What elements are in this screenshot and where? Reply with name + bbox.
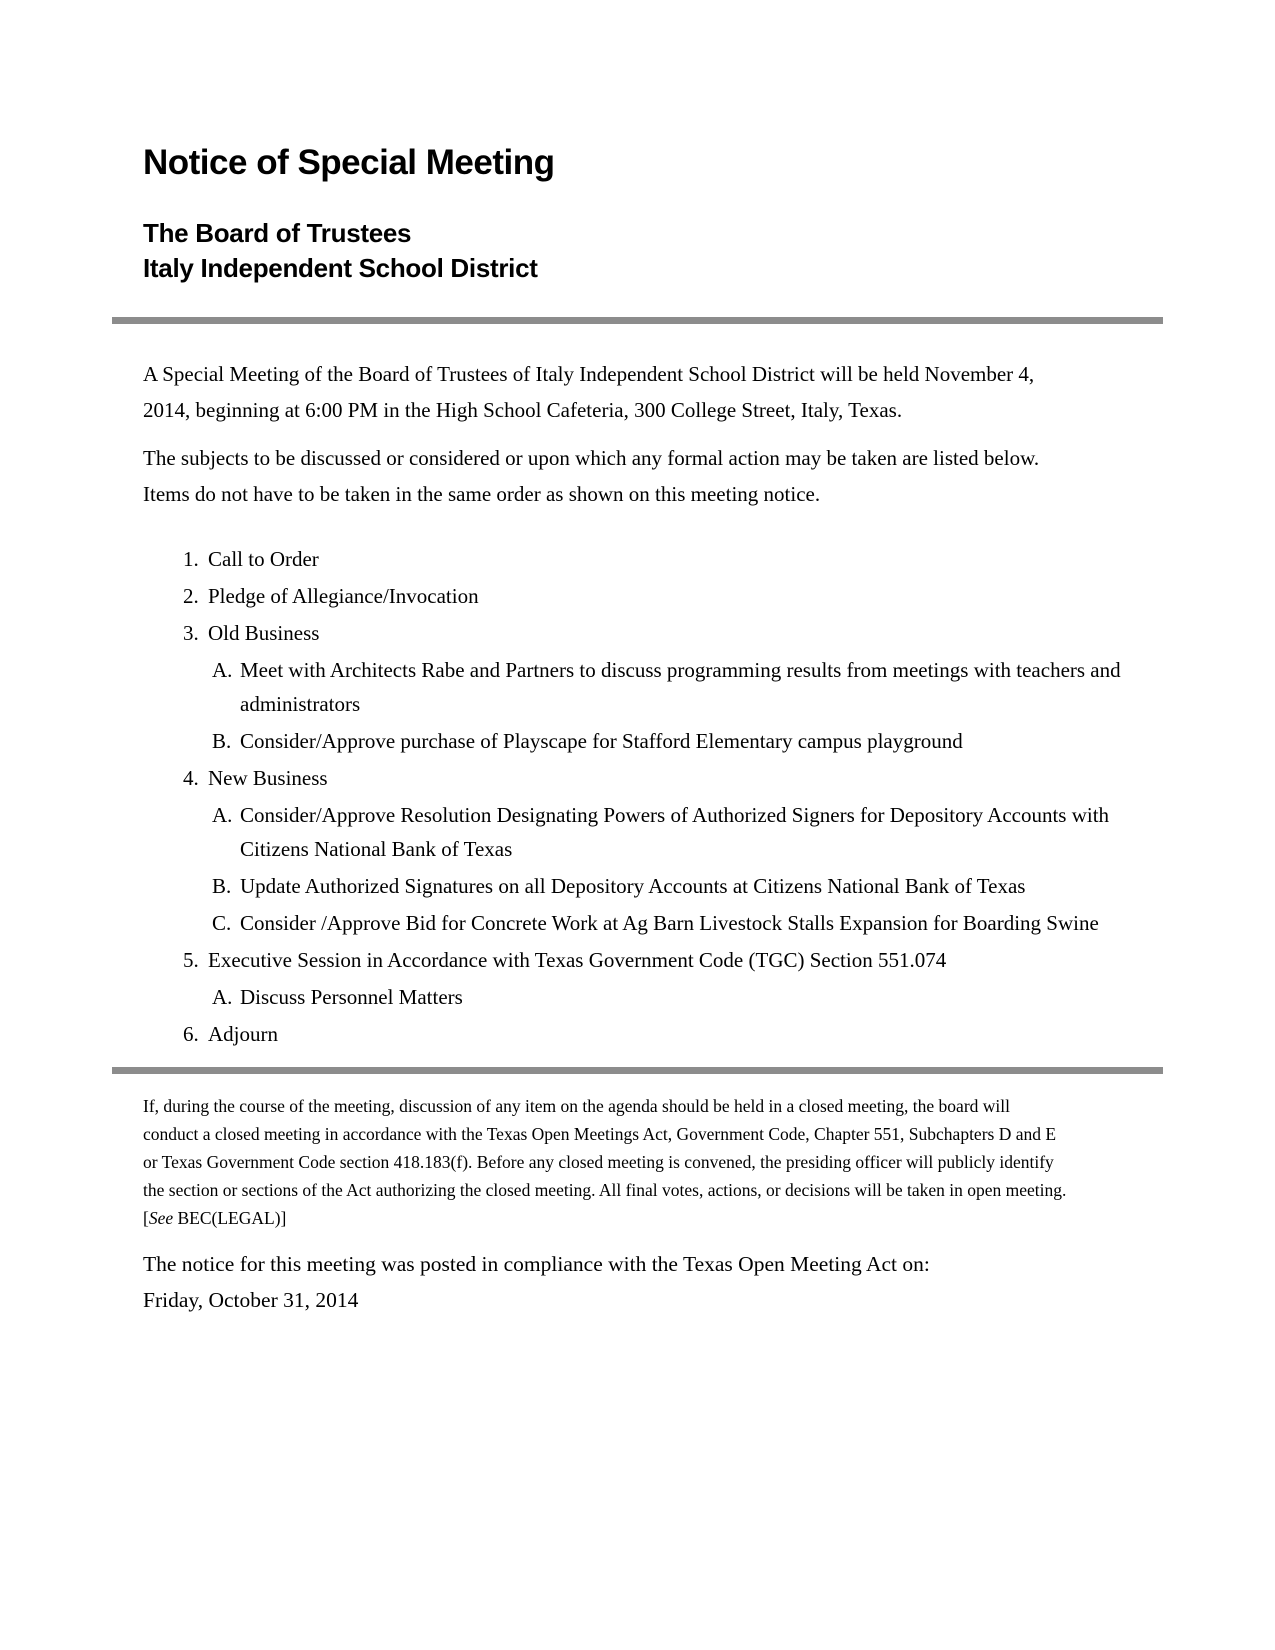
agenda-subitem-architects [143, 653, 1137, 721]
agenda-item-text: New Business [208, 766, 328, 790]
agenda-item-marker: 2. [183, 584, 199, 608]
agenda-subitem-text: Discuss Personnel Matters [240, 985, 463, 1009]
agenda-item-marker: 3. [183, 621, 199, 645]
agenda-item-marker: 6. [183, 1022, 199, 1046]
agenda-item-marker: 4. [183, 766, 199, 790]
closed-meeting-notice-citation: BEC(LEGAL)] [173, 1208, 287, 1228]
agenda-item-old-business [143, 616, 1018, 650]
see-reference: See [148, 1208, 174, 1228]
agenda-subitem-text: Consider/Approve purchase of Playscape for Stafford Elementary campus playground [240, 729, 963, 753]
agenda-item-text: Pledge of Allegiance/Invocation [208, 584, 479, 608]
agenda-list [143, 542, 1275, 1051]
agenda-subitem-marker: A. [212, 658, 233, 682]
agenda-item-call-to-order [143, 542, 1018, 576]
bottom-divider [112, 1067, 1163, 1074]
top-divider [112, 317, 1163, 324]
agenda-subitem-marker: B. [212, 874, 232, 898]
agenda-subitem-marker: A. [212, 803, 233, 827]
agenda-subitem-text: Consider/Approve Resolution Designating Powers of Authorized Signers for Depository Accounts with Citizens National Bank of Texas [240, 803, 1110, 861]
organization-block [143, 216, 1275, 286]
agenda-subitem-personnel-matters [143, 980, 1137, 1014]
agenda-item-marker: 1. [183, 547, 199, 571]
intro-paragraph-meeting-details: A Special Meeting of the Board of Trustees of Italy Independent School District will be held November 4, 2014, beginning at 6:00 PM in the High School Cafeteria, 300 College Street, Italy, Texas. [143, 362, 1035, 422]
agenda-subitem-playscape [143, 724, 1137, 758]
agenda-subitem-update-signatures [143, 869, 1137, 903]
agenda-item-text: Adjourn [208, 1022, 278, 1046]
posting-statement-line: The notice for this meeting was posted in compliance with the Texas Open Meeting Act on: [143, 1252, 930, 1276]
agenda-subitem-text: Update Authorized Signatures on all Depository Accounts at Citizens National Bank of Texas [240, 874, 1026, 898]
agenda-item-marker: 5. [183, 948, 199, 972]
agenda-item-text: Executive Session in Accordance with Texas Government Code (TGC) Section 551.074 [208, 948, 947, 972]
agenda-item-executive-session [143, 943, 1018, 977]
intro-paragraph-subjects: The subjects to be discussed or considered or upon which any formal action may be taken are listed below. Items do not have to be taken in the same order as shown on this meeting notice. [143, 446, 1040, 506]
agenda-subitem-text: Meet with Architects Rabe and Partners to discuss programming results from meetings with teachers and administrators [240, 658, 1121, 716]
posting-statement [143, 1246, 1275, 1318]
agenda-item-text: Call to Order [208, 547, 319, 571]
agenda-subitem-resolution-signers [143, 798, 1137, 866]
closed-meeting-notice-text: If, during the course of the meeting, discussion of any item on the agenda should be held in a closed meeting, the board will conduct a closed meeting in accordance with the Texas Open Meetings Act, Government Code, Chapter 551, Subchapters D and E or Texas Government Code section 418.183(f). Before any closed meeting is convened, the presiding officer will publicly identify the section or sections of the Act authorizing the closed meeting. All final votes, actions, or decisions will be taken in open meeting. [ [143, 1096, 1067, 1228]
closed-meeting-notice [143, 1092, 1068, 1232]
agenda-subitem-marker: A. [212, 985, 233, 1009]
agenda-subitem-text: Consider /Approve Bid for Concrete Work at Ag Barn Livestock Stalls Expansion for Boarding Swine [240, 911, 1099, 935]
agenda-subitem-concrete-bid [143, 906, 1137, 940]
org-line-district: Italy Independent School District [143, 253, 538, 283]
agenda-subitem-marker: B. [212, 729, 232, 753]
page-title: Notice of Special Meeting [143, 143, 555, 182]
posting-date: Friday, October 31, 2014 [143, 1288, 359, 1312]
agenda-item-adjourn [143, 1017, 1018, 1051]
agenda-item-pledge [143, 579, 1018, 613]
agenda-item-new-business [143, 761, 1018, 795]
agenda-subitem-marker: C. [212, 911, 232, 935]
agenda-item-text: Old Business [208, 621, 320, 645]
org-line-board: The Board of Trustees [143, 218, 412, 248]
